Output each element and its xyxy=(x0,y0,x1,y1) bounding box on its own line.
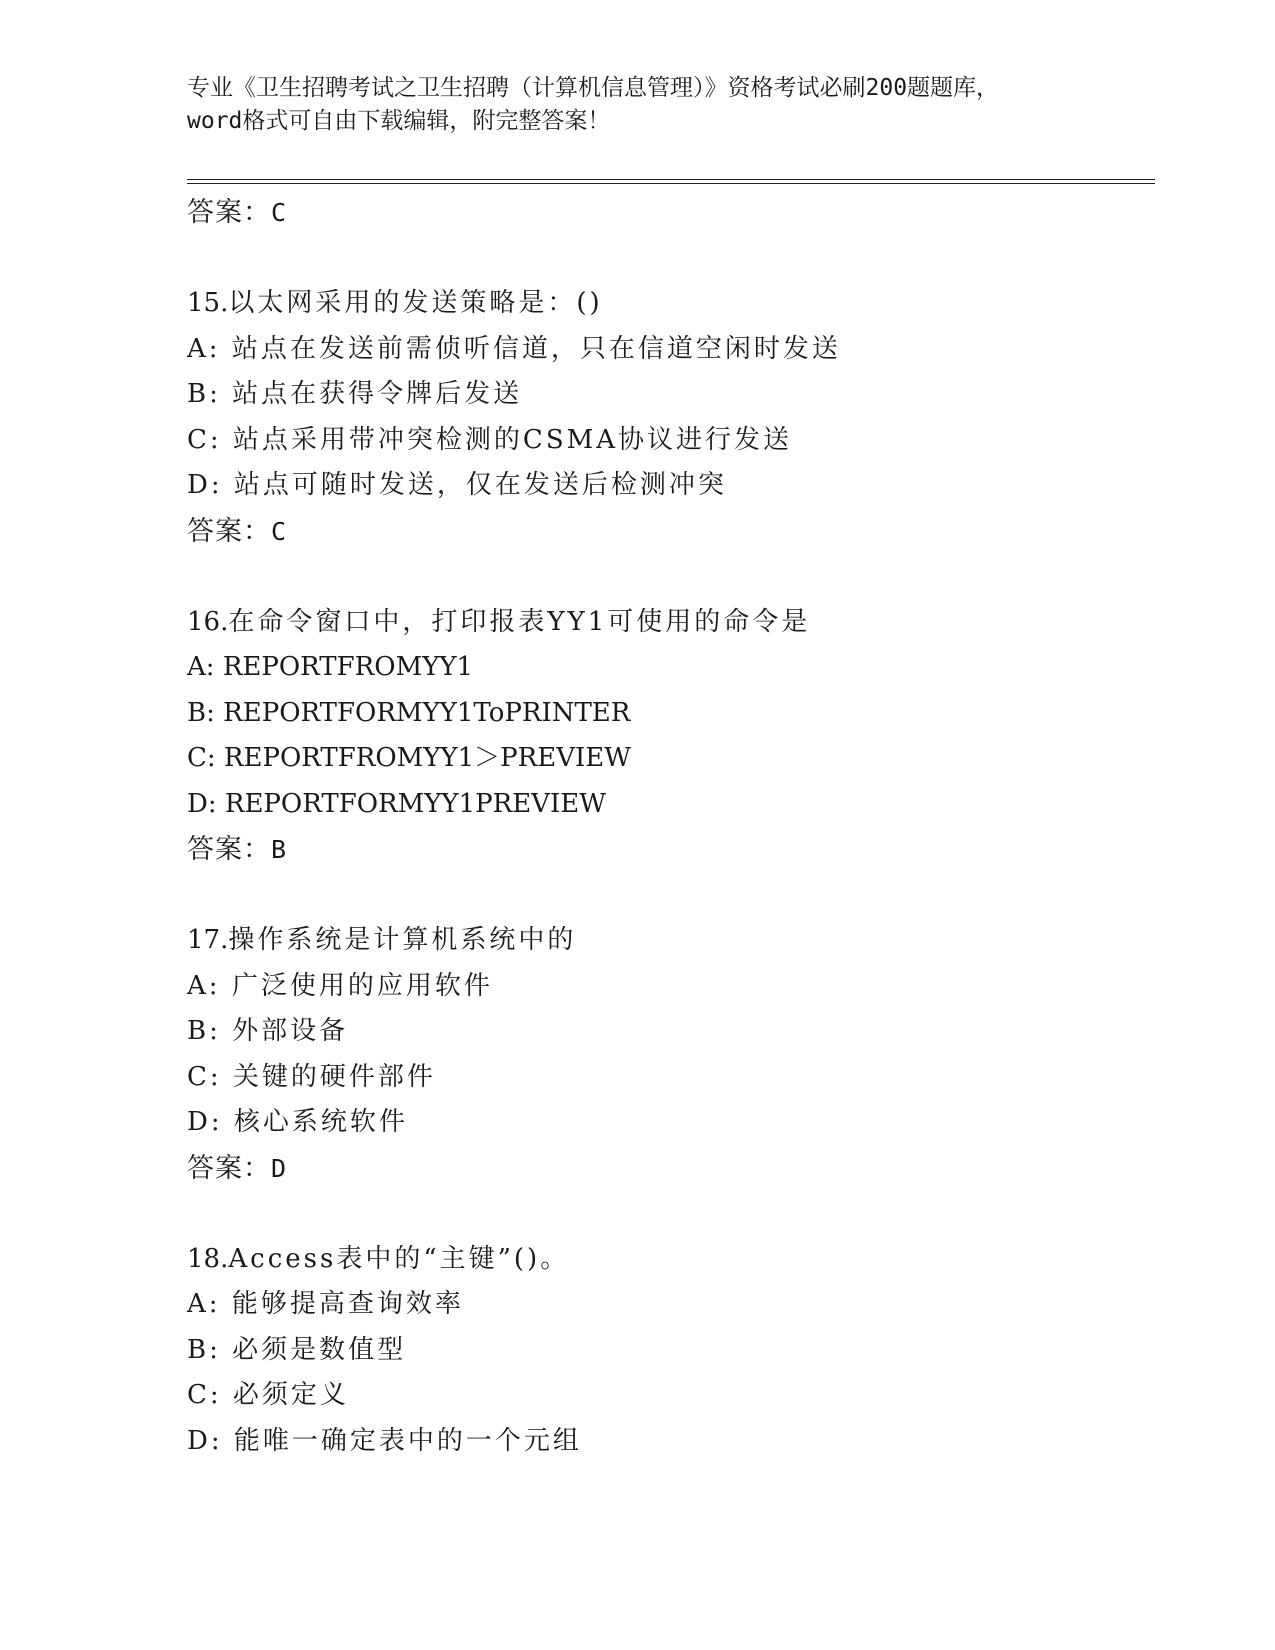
question-list xyxy=(187,190,1147,1464)
option-label: B: xyxy=(187,697,215,728)
answer-label: 答案： xyxy=(187,1152,271,1184)
question-text: 操作系统是计算机系统中的 xyxy=(228,925,577,955)
option-line xyxy=(187,1009,1147,1055)
option-label: B: xyxy=(187,379,221,409)
question-number: 17. xyxy=(187,925,229,955)
option-text: 站点可随时发送，仅在发送后检测冲突 xyxy=(233,470,727,500)
document-header xyxy=(187,72,1087,138)
option-label: D: xyxy=(187,788,217,819)
option-label: C: xyxy=(187,1380,222,1410)
option-label: B: xyxy=(187,1016,221,1046)
option-label: C: xyxy=(187,424,222,455)
question-block xyxy=(187,600,1147,874)
option-line xyxy=(187,645,1147,691)
option-line xyxy=(187,736,1147,782)
option-text: 能唯一确定表中的一个元组 xyxy=(233,1425,582,1456)
question-text: 在命令窗口中，打印报表YY1可使用的命令是 xyxy=(228,606,811,637)
option-text: 站点在获得令牌后发送 xyxy=(232,379,523,409)
answer-line xyxy=(187,1146,1147,1192)
option-text: 站点在发送前需侦听信道，只在信道空闲时发送 xyxy=(231,333,841,364)
question-number: 16. xyxy=(187,606,229,637)
option-text: REPORTFROMYY1 xyxy=(222,652,474,682)
option-line xyxy=(187,1055,1147,1101)
question-block xyxy=(187,1237,1147,1465)
question-text: 以太网采用的发送策略是：() xyxy=(228,288,603,318)
option-text: 广泛使用的应用软件 xyxy=(231,970,493,1001)
option-line xyxy=(187,964,1147,1010)
option-label: A: xyxy=(187,333,221,364)
answer-label: 答案： xyxy=(187,515,271,547)
answer-value: C xyxy=(271,198,288,227)
question-stem xyxy=(187,600,1147,646)
option-line xyxy=(187,1282,1147,1328)
option-text: REPORTFORMYY1PREVIEW xyxy=(224,788,606,819)
header-rule-top xyxy=(187,179,1155,180)
answer-value: B xyxy=(271,835,288,864)
option-line xyxy=(187,1419,1147,1465)
answer-label: 答案： xyxy=(187,834,271,865)
answer-value: D xyxy=(271,1153,288,1183)
option-line xyxy=(187,463,1147,509)
option-label: D: xyxy=(187,470,223,500)
option-line xyxy=(187,372,1147,418)
question-block xyxy=(187,281,1147,555)
option-label: A: xyxy=(187,1289,221,1319)
option-label: A: xyxy=(187,970,221,1001)
question-stem xyxy=(187,281,1147,327)
question-text: Access表中的“主键”()。 xyxy=(228,1243,570,1274)
question-stem xyxy=(187,918,1147,964)
option-line xyxy=(187,1100,1147,1146)
answer-line xyxy=(187,509,1147,555)
option-text: 站点采用带冲突检测的CSMA协议进行发送 xyxy=(232,424,793,455)
answer-value: C xyxy=(271,516,288,546)
option-text: 关键的硬件部件 xyxy=(232,1061,436,1092)
option-text: REPORTFORMYY1ToPRINTER xyxy=(223,697,631,728)
option-text: 能够提高查询效率 xyxy=(231,1289,464,1319)
option-label: B: xyxy=(187,1334,221,1365)
option-line xyxy=(187,1328,1147,1374)
option-text: 核心系统软件 xyxy=(233,1107,408,1137)
option-label: D: xyxy=(187,1107,223,1137)
option-label: A: xyxy=(187,652,215,682)
answer-label: 答案： xyxy=(187,197,271,228)
question-number: 15. xyxy=(187,288,229,318)
option-line xyxy=(187,1373,1147,1419)
option-label: C: xyxy=(187,743,216,773)
answer-line xyxy=(187,827,1147,873)
option-line xyxy=(187,418,1147,464)
option-label: D: xyxy=(187,1425,223,1456)
header-line-2: word格式可自由下载编辑，附完整答案！ xyxy=(187,108,611,134)
option-label: C: xyxy=(187,1061,222,1092)
question-stem xyxy=(187,1237,1147,1283)
header-line-1: 专业《卫生招聘考试之卫生招聘（计算机信息管理）》资格考试必刷200题题库， xyxy=(187,75,1000,101)
option-line xyxy=(187,782,1147,828)
option-text: REPORTFROMYY1＞PREVIEW xyxy=(223,743,631,773)
option-line xyxy=(187,691,1147,737)
header-rule-bottom xyxy=(187,183,1155,184)
question-number: 18. xyxy=(187,1243,229,1274)
option-line xyxy=(187,327,1147,373)
option-text: 必须定义 xyxy=(232,1380,349,1410)
option-text: 必须是数值型 xyxy=(232,1334,407,1365)
question-block xyxy=(187,918,1147,1192)
answer-line xyxy=(187,190,1147,236)
option-text: 外部设备 xyxy=(232,1016,349,1046)
